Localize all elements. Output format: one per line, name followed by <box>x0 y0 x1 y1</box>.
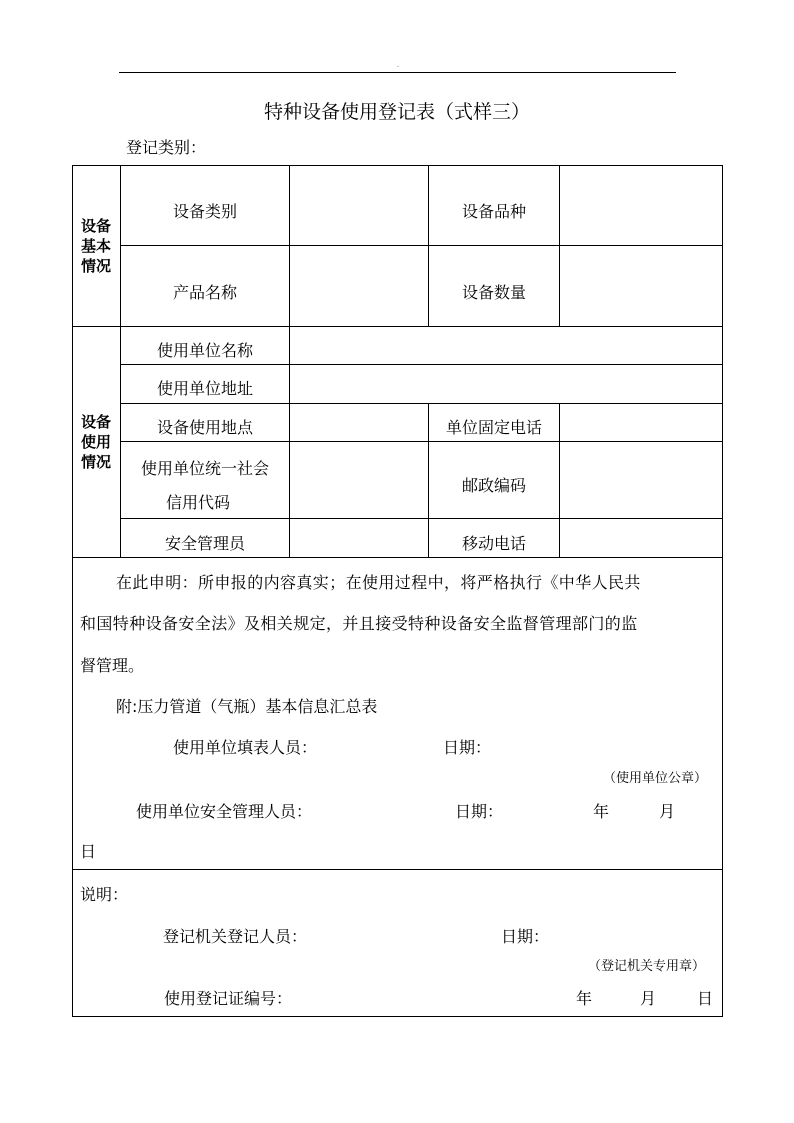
use-location-label: 设备使用地点 <box>156 418 253 437</box>
header-dot: . <box>397 62 399 69</box>
section-divider <box>72 869 723 870</box>
notes-label: 说明： <box>80 885 129 904</box>
notes-day-label: 日 <box>697 989 714 1008</box>
table-border-top <box>72 165 723 166</box>
registrar-label: 登记机关登记人员： <box>163 927 308 946</box>
filler-label: 使用单位填表人员： <box>173 738 318 757</box>
row-divider <box>121 403 723 404</box>
row-divider <box>121 364 723 365</box>
unit-address-label: 使用单位地址 <box>156 379 253 398</box>
registrar-date-label: 日期： <box>501 927 550 946</box>
col-divider <box>559 165 560 327</box>
year-label: 年 <box>593 802 610 821</box>
basic-info-side-label <box>72 216 120 276</box>
table-border-left <box>72 165 73 1017</box>
notes-year-label: 年 <box>576 989 593 1008</box>
side-label-line: 设备 <box>80 413 111 431</box>
month-label: 月 <box>659 802 676 821</box>
col-divider <box>289 165 290 327</box>
credit-code-label-line1: 使用单位统一社会 <box>140 459 269 478</box>
row-divider <box>121 518 723 519</box>
manager-date-label: 日期： <box>455 802 504 821</box>
col-divider <box>559 403 560 558</box>
registration-category-label: 登记类别： <box>126 138 207 157</box>
device-category-label: 设备类别 <box>172 202 237 221</box>
unit-seal-note: （使用单位公章） <box>603 771 708 786</box>
device-quantity-label: 设备数量 <box>461 283 526 302</box>
col-divider <box>289 326 290 558</box>
col-divider <box>120 165 121 557</box>
credit-code-label-line2: 信用代码 <box>166 493 231 512</box>
declaration-line-1: 在此申明：所申报的内容真实；在使用过程中，将严格执行《中华人民共 <box>116 573 641 592</box>
header-rule <box>119 72 676 73</box>
safety-manager-label: 安全管理员 <box>164 534 245 553</box>
attachment-note: 附:压力管道（气瓶）基本信息汇总表 <box>116 697 378 716</box>
fixed-phone-label: 单位固定电话 <box>445 418 542 437</box>
postal-code-label: 邮政编码 <box>461 476 526 495</box>
side-label-line: 基本 <box>80 237 111 255</box>
side-label-line: 情况 <box>80 257 111 275</box>
filler-date-label: 日期： <box>443 738 492 757</box>
table-border-bottom <box>72 1016 723 1017</box>
certificate-number-label: 使用登记证编号： <box>164 989 293 1008</box>
declaration-line-2: 和国特种设备安全法》及相关规定，并且接受特种设备安全监督管理部门的监 <box>80 614 638 633</box>
manager-label: 使用单位安全管理人员： <box>136 802 313 821</box>
table-border-right <box>722 165 723 1017</box>
section-divider <box>72 557 723 558</box>
device-variety-label: 设备品种 <box>461 202 526 221</box>
side-label-line: 设备 <box>80 217 111 235</box>
row-divider <box>121 245 723 246</box>
mobile-phone-label: 移动电话 <box>461 534 526 553</box>
page-title: 特种设备使用登记表（式样三） <box>263 101 530 123</box>
day-label: 日 <box>80 842 97 861</box>
side-label-line: 情况 <box>80 453 111 471</box>
authority-seal-note: （登记机关专用章） <box>588 959 706 974</box>
declaration-line-3: 督管理。 <box>80 656 145 675</box>
side-label-line: 使用 <box>80 433 111 451</box>
row-divider <box>121 441 723 442</box>
product-name-label: 产品名称 <box>172 283 237 302</box>
notes-month-label: 月 <box>640 989 657 1008</box>
section-divider <box>72 326 723 327</box>
use-info-side-label <box>72 412 120 472</box>
unit-name-label: 使用单位名称 <box>156 341 253 360</box>
